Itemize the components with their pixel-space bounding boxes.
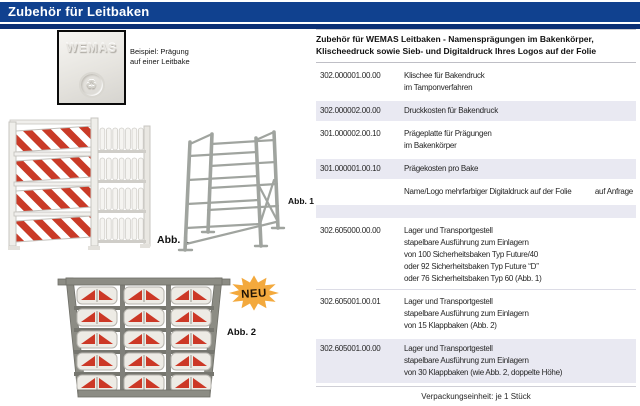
product-table-body	[316, 66, 636, 383]
description	[404, 225, 632, 285]
figure-2-label: Abb. 2	[227, 327, 257, 338]
description	[404, 70, 632, 94]
page-title: Zubehör für Leitbaken	[8, 4, 150, 19]
price-note: auf Anfrage	[594, 187, 633, 196]
description	[404, 343, 632, 379]
table-row	[316, 221, 636, 290]
description-line: Prägeplatte für Prägungen	[404, 129, 492, 138]
article-number: 301.000002.00.10	[320, 129, 381, 138]
table-row	[316, 292, 636, 336]
article-number: 302.605001.00.01	[320, 297, 381, 306]
article-number: 302.605001.00.00	[320, 344, 381, 353]
description-line: stapelbare Ausführung zum Einlagern	[404, 238, 529, 247]
description-line: Lager und Transportgestell	[404, 297, 493, 306]
figure-1-label-small: Abb. 1	[288, 196, 314, 206]
description	[404, 105, 632, 117]
table-row	[316, 66, 636, 98]
article-number: 301.000001.00.10	[320, 164, 381, 173]
description-line: Druckkosten für Bakendruck	[404, 106, 498, 115]
description-line: im Bakenkörper	[404, 141, 457, 150]
article-number: 302.000001.00.00	[320, 71, 381, 80]
embossed-logo-text: WEMAS	[66, 41, 117, 55]
figure-1-label: Abb. 1	[157, 234, 190, 246]
description-line: von 100 Sicherheitsbaken Typ Future/40	[404, 250, 538, 259]
packaging-note: Verpackungseinheit: je 1 Stück	[316, 386, 636, 403]
table-row	[316, 182, 636, 202]
description-line: von 15 Klappbaken (Abb. 2)	[404, 321, 497, 330]
description-line: Lager und Transportgestell	[404, 344, 493, 353]
article-number	[320, 186, 404, 198]
table-row	[316, 124, 636, 156]
description-line: oder 76 Sicherheitsbaken Typ 60 (Abb. 1)	[404, 274, 542, 283]
article-number: 302.605000.00.00	[320, 226, 381, 235]
wemas-embossed-plate	[57, 30, 126, 105]
description-line: stapelbare Ausführung zum Einlagern	[404, 356, 529, 365]
description-line: von 30 Klappbaken (wie Abb. 2, doppelte Höhe)	[404, 368, 563, 377]
article-number: 302.000002.00.00	[320, 106, 381, 115]
plate-caption-line1: Beispiel: Prägung	[130, 47, 189, 56]
table-title	[316, 33, 636, 63]
neu-starburst	[228, 272, 280, 314]
beacon-rack-photo	[4, 112, 152, 252]
plate-caption-line2: auf einer Leitbake	[130, 57, 190, 66]
description-line: im Tamponverfahren	[404, 83, 473, 92]
description	[404, 296, 632, 332]
neu-badge-text: NEU	[240, 287, 268, 301]
table-spacer	[316, 205, 636, 218]
description-line: Prägekosten pro Bake	[404, 164, 479, 173]
table-title-line1: Zubehör für WEMAS Leitbaken - Namensprägungen im Bakenkörper,	[316, 34, 594, 44]
description-line: stapelbare Ausführung zum Einlagern	[404, 309, 529, 318]
description-line: Name/Logo mehrfarbiger Digitaldruck auf der Folie	[404, 187, 572, 196]
table-row	[316, 339, 636, 383]
page-header-bar	[0, 2, 640, 22]
description-line: oder 92 Sicherheitsbaken Typ Future “D”	[404, 262, 539, 271]
description-line: Klischee für Bakendruck	[404, 71, 485, 80]
table-row	[316, 159, 636, 179]
table-row	[316, 101, 636, 121]
recycle-emblem-icon: ♻	[79, 72, 105, 98]
description-line: Lager und Transportgestell	[404, 226, 493, 235]
product-table	[316, 29, 636, 403]
description	[404, 163, 632, 175]
table-title-line2: Klischeedruck sowie Sieb- und Digitaldruck Ihres Logos auf der Folie	[316, 46, 597, 56]
plate-caption	[130, 47, 190, 67]
transport-rack-photo	[56, 262, 232, 404]
empty-rack-illustration	[170, 126, 294, 258]
description	[404, 128, 632, 152]
